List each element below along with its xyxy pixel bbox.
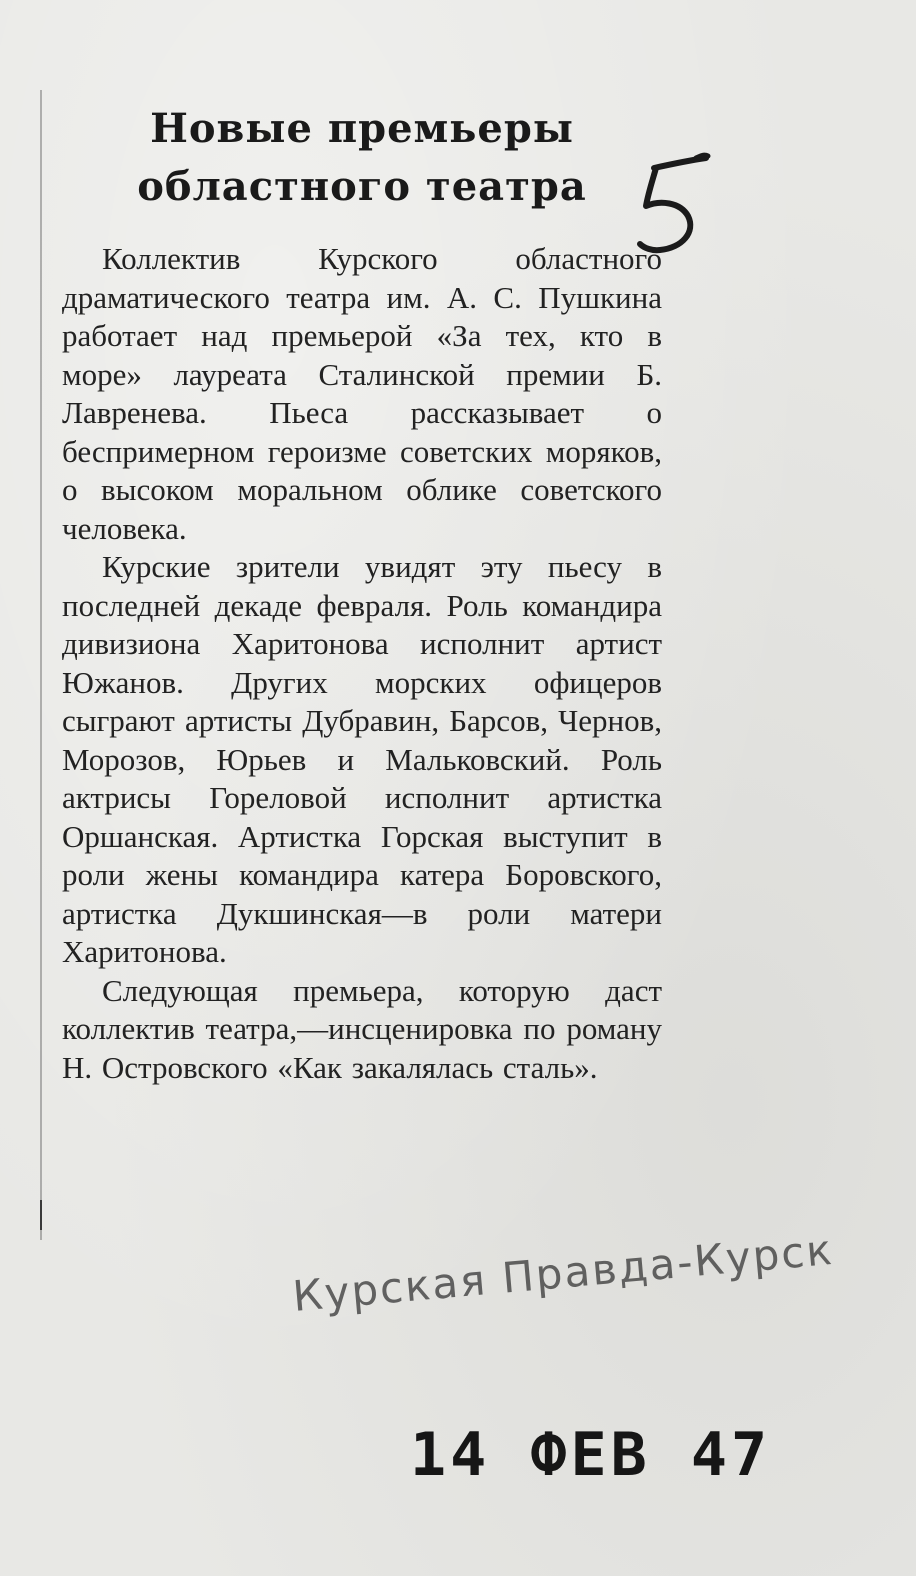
headline-line-2: областного театра <box>137 163 587 210</box>
date-stamp: 14 ФЕВ 47 <box>410 1420 772 1490</box>
article-body <box>62 240 662 1087</box>
clipping-edge-line <box>40 90 42 1240</box>
article-headline <box>62 100 662 216</box>
handwritten-five-mark <box>630 148 720 258</box>
paragraph-1: Коллектив Курского областного драматического театра им. А. С. Пушкина работает над премьерой «За тех, кто в море» лауреата Сталинской премии Б. Лавренева. Пьеса рассказывает о беспримерном героизме советских моряков, о высоком моральном облике советского человека. <box>62 241 662 546</box>
clipping-edge-mark <box>40 1200 42 1230</box>
source-stamp: Курская Правда-Курск <box>290 1224 836 1321</box>
headline-line-1: Новые премьеры <box>150 105 574 152</box>
paragraph-2: Курские зрители увидят эту пьесу в последней декаде февраля. Роль командира дивизиона Харитонова исполнит артист Южанов. Других морских офицеров сыграют артисты Дубравин, Барсов, Чернов, Морозов, Юрьев и Мальковский. Роль актрисы Гореловой исполнит артистка Оршанская. Артистка Горская выступит в роли жены командира катера Боровского, артистка Дукшинская—в роли матери Харитонова. <box>62 549 662 969</box>
paragraph-3: Следующая премьера, которую даст коллектив театра,—инсценировка по роману Н. Островского «Как закалялась сталь». <box>62 972 662 1085</box>
article <box>62 100 662 1087</box>
